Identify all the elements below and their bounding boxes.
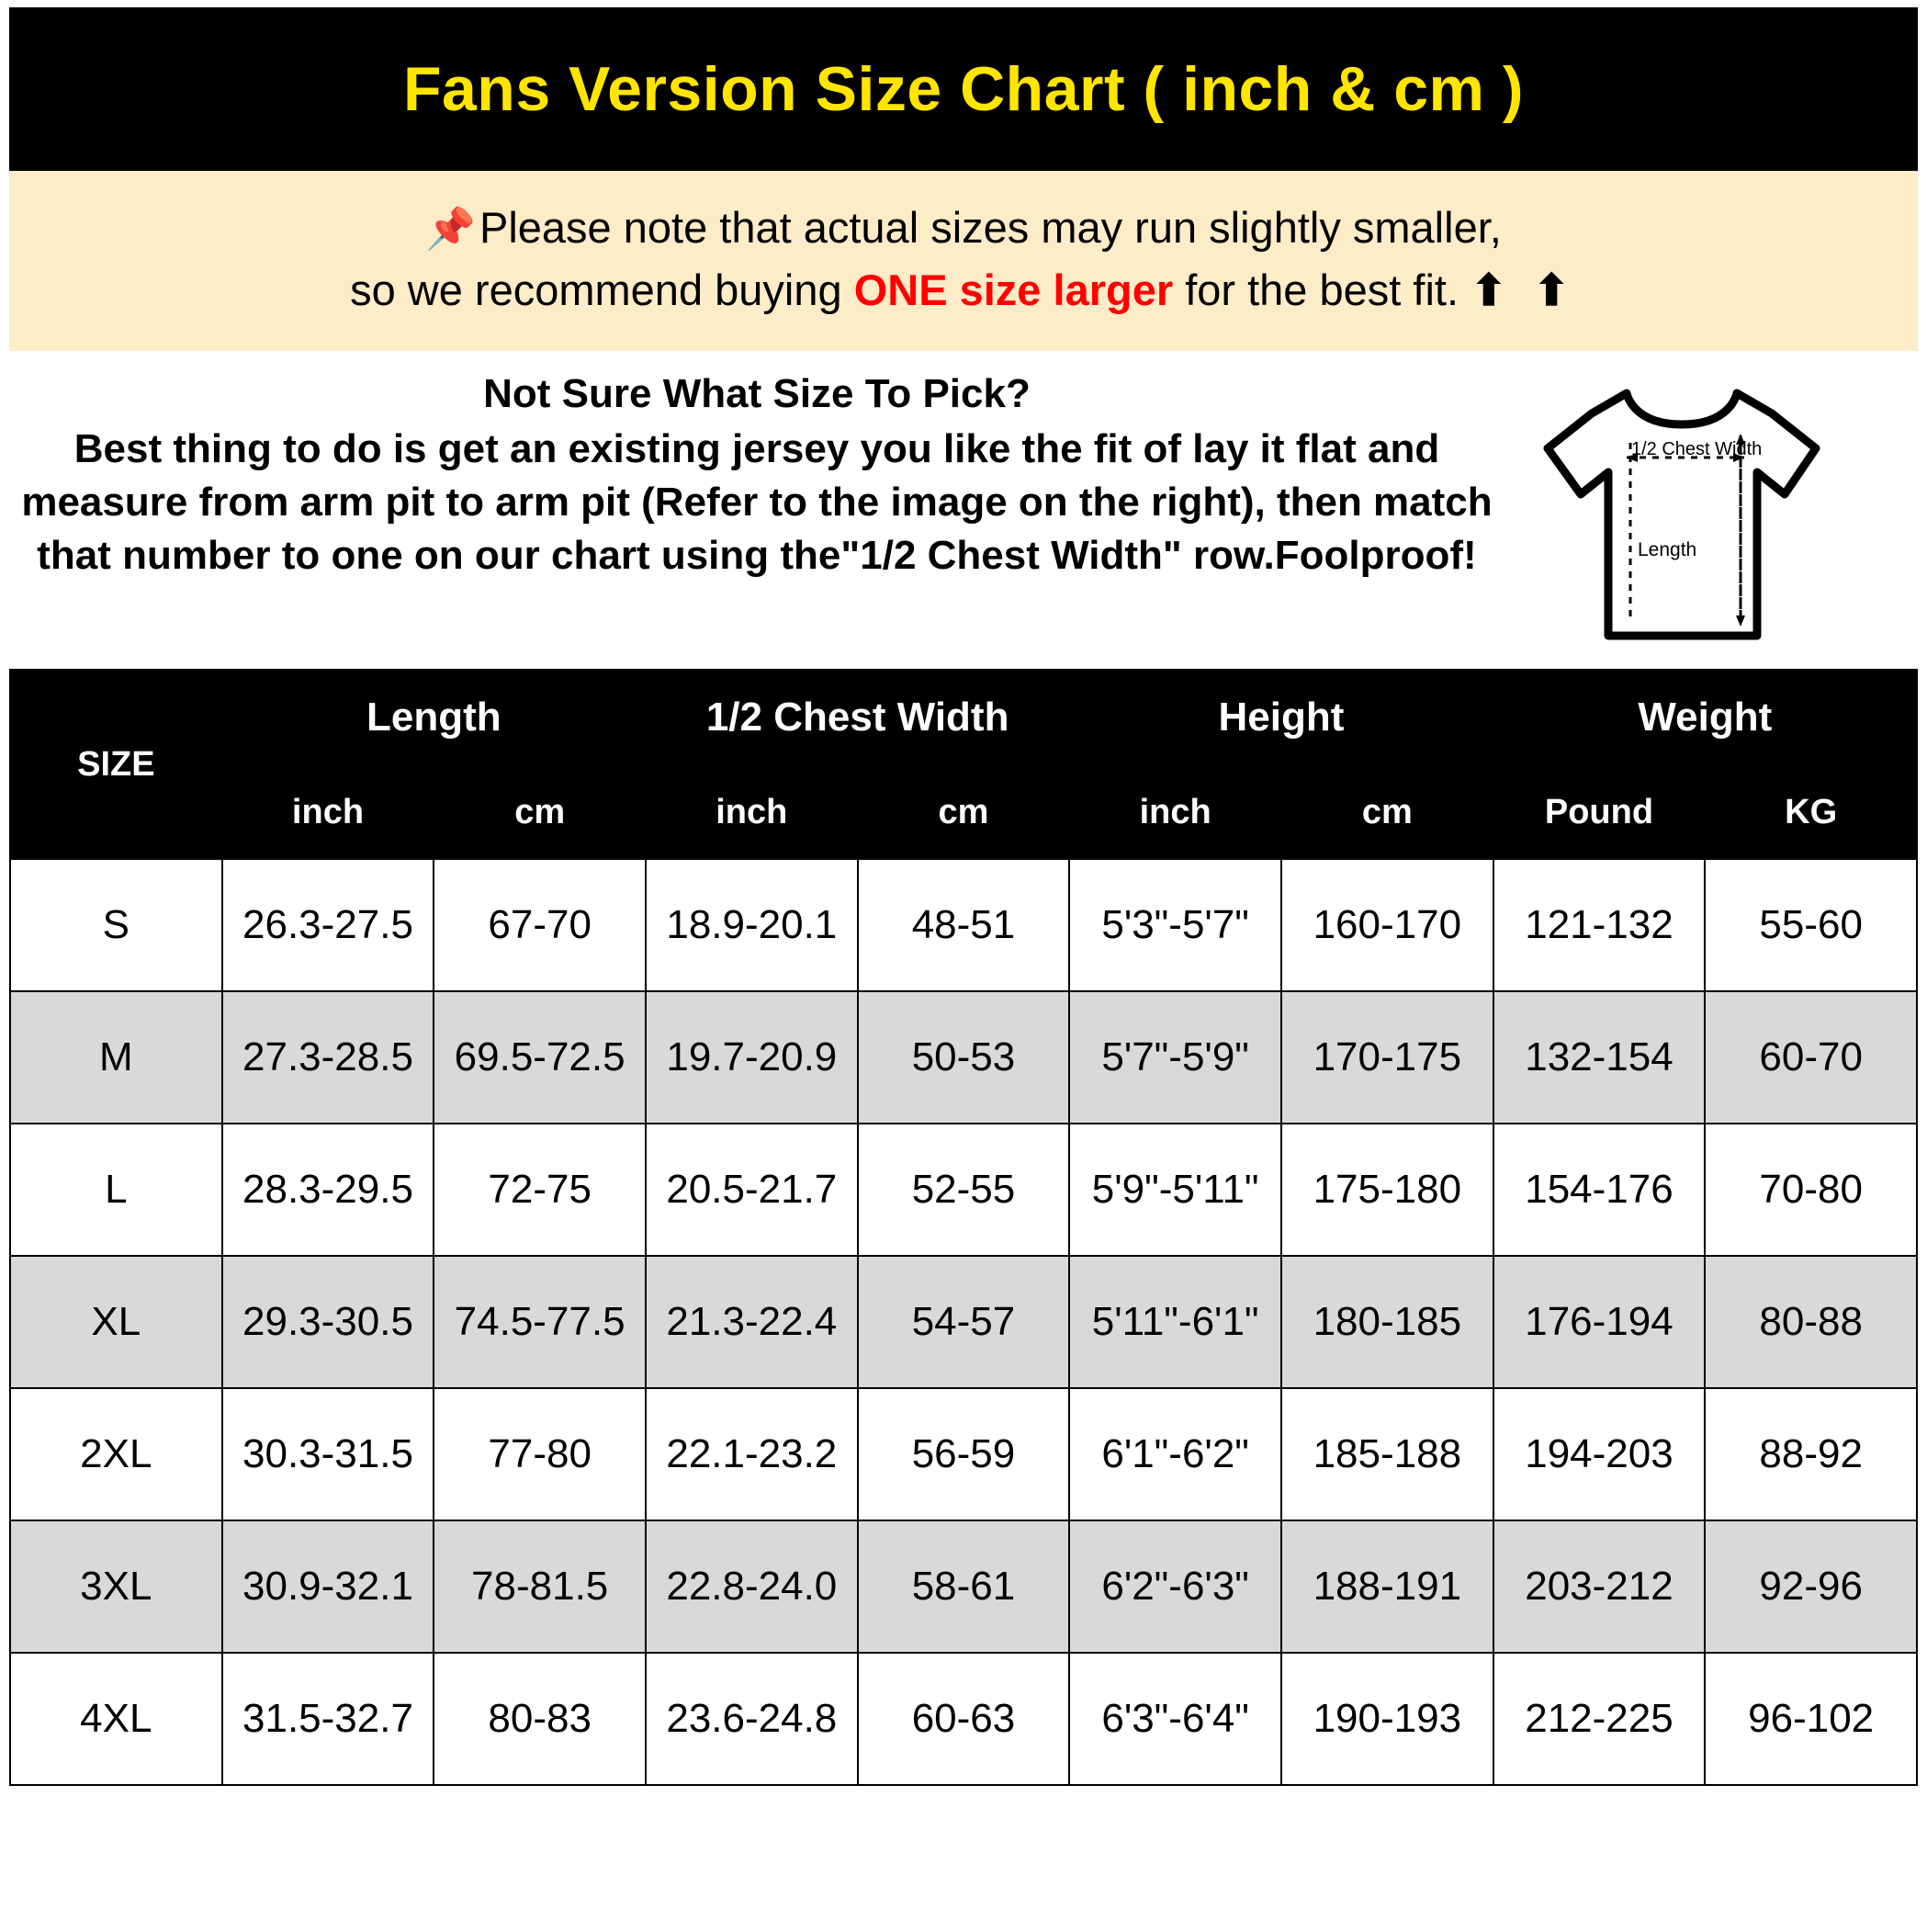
header-height-inch: inch <box>1069 765 1281 859</box>
cell-length-inch: 31.5-32.7 <box>222 1653 434 1785</box>
table-row <box>10 1520 1917 1653</box>
cell-height-inch: 6'1"-6'2" <box>1069 1388 1281 1520</box>
header-group-height: Height <box>1069 670 1493 765</box>
cell-length-inch: 28.3-29.5 <box>222 1124 434 1256</box>
cell-height-cm: 185-188 <box>1281 1388 1493 1520</box>
help-section <box>9 351 1918 669</box>
cell-length-cm: 74.5-77.5 <box>434 1256 646 1388</box>
table-row <box>10 1653 1917 1785</box>
header-group-weight: Weight <box>1493 670 1917 765</box>
cell-weight-kg: 70-80 <box>1705 1124 1917 1256</box>
cell-length-cm: 78-81.5 <box>434 1520 646 1653</box>
cell-length-cm: 80-83 <box>434 1653 646 1785</box>
tshirt-diagram <box>1495 371 1918 652</box>
cell-weight-pound: 154-176 <box>1493 1124 1706 1256</box>
note-text-2-pre: so we recommend buying <box>350 266 854 315</box>
cell-size: L <box>10 1124 222 1256</box>
cell-size: 4XL <box>10 1653 222 1785</box>
cell-length-inch: 27.3-28.5 <box>222 991 434 1124</box>
cell-weight-kg: 60-70 <box>1705 991 1917 1124</box>
cell-height-cm: 160-170 <box>1281 859 1493 991</box>
table-head-row-units <box>10 765 1917 859</box>
cell-length-inch: 30.9-32.1 <box>222 1520 434 1653</box>
header-chest-cm: cm <box>858 765 1070 859</box>
cell-height-cm: 180-185 <box>1281 1256 1493 1388</box>
cell-weight-kg: 80-88 <box>1705 1256 1917 1388</box>
cell-chest-cm: 48-51 <box>858 859 1070 991</box>
cell-chest-inch: 20.5-21.7 <box>646 1124 858 1256</box>
note-line-1 <box>28 197 1899 259</box>
cell-weight-kg: 92-96 <box>1705 1520 1917 1653</box>
cell-weight-pound: 194-203 <box>1493 1388 1706 1520</box>
cell-weight-kg: 96-102 <box>1705 1653 1917 1785</box>
cell-weight-pound: 121-132 <box>1493 859 1706 991</box>
cell-length-cm: 77-80 <box>434 1388 646 1520</box>
table-row <box>10 1388 1917 1520</box>
cell-chest-cm: 52-55 <box>858 1124 1070 1256</box>
note-emphasis: ONE size larger <box>853 266 1174 315</box>
table-row <box>10 991 1917 1124</box>
table-head <box>10 670 1917 859</box>
cell-chest-inch: 22.1-23.2 <box>646 1388 858 1520</box>
help-text <box>9 371 1495 582</box>
cell-length-inch: 29.3-30.5 <box>222 1256 434 1388</box>
cell-length-cm: 72-75 <box>434 1124 646 1256</box>
table-body <box>10 859 1917 1785</box>
cell-weight-kg: 55-60 <box>1705 859 1917 991</box>
table-head-row-groups <box>10 670 1917 765</box>
cell-size: 2XL <box>10 1388 222 1520</box>
cell-height-inch: 5'3"-5'7" <box>1069 859 1281 991</box>
cell-chest-inch: 18.9-20.1 <box>646 859 858 991</box>
cell-weight-pound: 132-154 <box>1493 991 1706 1124</box>
cell-chest-cm: 50-53 <box>858 991 1070 1124</box>
tshirt-icon <box>1527 377 1831 652</box>
header-group-length: Length <box>222 670 646 765</box>
table-row <box>10 1124 1917 1256</box>
help-body: Best thing to do is get an existing jersey you like the fit of lay it flat and measure from arm pit to arm pit (Refer to the image on the right), then match that number to one on our chart using the"1/2 Chest Width" row.Foolproof! <box>21 426 1493 579</box>
cell-height-inch: 5'7"-5'9" <box>1069 991 1281 1124</box>
cell-weight-pound: 203-212 <box>1493 1520 1706 1653</box>
cell-size: XL <box>10 1256 222 1388</box>
size-table <box>9 669 1918 1786</box>
note-text-1: Please note that actual sizes may run slightly smaller, <box>479 203 1502 252</box>
header-length-cm: cm <box>434 765 646 859</box>
cell-size: M <box>10 991 222 1124</box>
cell-chest-inch: 23.6-24.8 <box>646 1653 858 1785</box>
cell-height-cm: 175-180 <box>1281 1124 1493 1256</box>
up-arrows-icon: ⬆ ⬆ <box>1471 266 1577 315</box>
page-title: Fans Version Size Chart ( inch & cm ) <box>402 54 1525 124</box>
cell-height-inch: 6'2"-6'3" <box>1069 1520 1281 1653</box>
cell-chest-inch: 21.3-22.4 <box>646 1256 858 1388</box>
cell-chest-cm: 60-63 <box>858 1653 1070 1785</box>
cell-height-inch: 6'3"-6'4" <box>1069 1653 1281 1785</box>
header-chest-inch: inch <box>646 765 858 859</box>
table-row <box>10 859 1917 991</box>
cell-length-cm: 69.5-72.5 <box>434 991 646 1124</box>
cell-chest-cm: 58-61 <box>858 1520 1070 1653</box>
cell-chest-inch: 19.7-20.9 <box>646 991 858 1124</box>
cell-length-inch: 30.3-31.5 <box>222 1388 434 1520</box>
header-size: SIZE <box>10 670 222 859</box>
chest-width-label: 1/2 Chest Width <box>1631 439 1763 460</box>
title-bar <box>9 7 1918 171</box>
table-row <box>10 1256 1917 1388</box>
cell-chest-cm: 56-59 <box>858 1388 1070 1520</box>
header-length-inch: inch <box>222 765 434 859</box>
cell-weight-kg: 88-92 <box>1705 1388 1917 1520</box>
note-band <box>9 171 1918 351</box>
note-line-2 <box>28 259 1899 322</box>
cell-height-inch: 5'11"-6'1" <box>1069 1256 1281 1388</box>
cell-weight-pound: 176-194 <box>1493 1256 1706 1388</box>
header-weight-kg: KG <box>1705 765 1917 859</box>
header-weight-pound: Pound <box>1493 765 1706 859</box>
cell-height-inch: 5'9"-5'11" <box>1069 1124 1281 1256</box>
cell-length-inch: 26.3-27.5 <box>222 859 434 991</box>
length-label: Length <box>1638 539 1697 561</box>
cell-chest-inch: 22.8-24.0 <box>646 1520 858 1653</box>
cell-size: S <box>10 859 222 991</box>
header-group-chest: 1/2 Chest Width <box>646 670 1069 765</box>
note-text-2-post: for the best fit. <box>1173 266 1471 315</box>
cell-height-cm: 190-193 <box>1281 1653 1493 1785</box>
cell-weight-pound: 212-225 <box>1493 1653 1706 1785</box>
header-height-cm: cm <box>1281 765 1493 859</box>
cell-height-cm: 188-191 <box>1281 1520 1493 1653</box>
cell-size: 3XL <box>10 1520 222 1653</box>
pushpin-icon: 📌 <box>425 207 476 252</box>
cell-chest-cm: 54-57 <box>858 1256 1070 1388</box>
help-heading: Not Sure What Size To Pick? <box>483 371 1031 417</box>
cell-length-cm: 67-70 <box>434 859 646 991</box>
cell-height-cm: 170-175 <box>1281 991 1493 1124</box>
